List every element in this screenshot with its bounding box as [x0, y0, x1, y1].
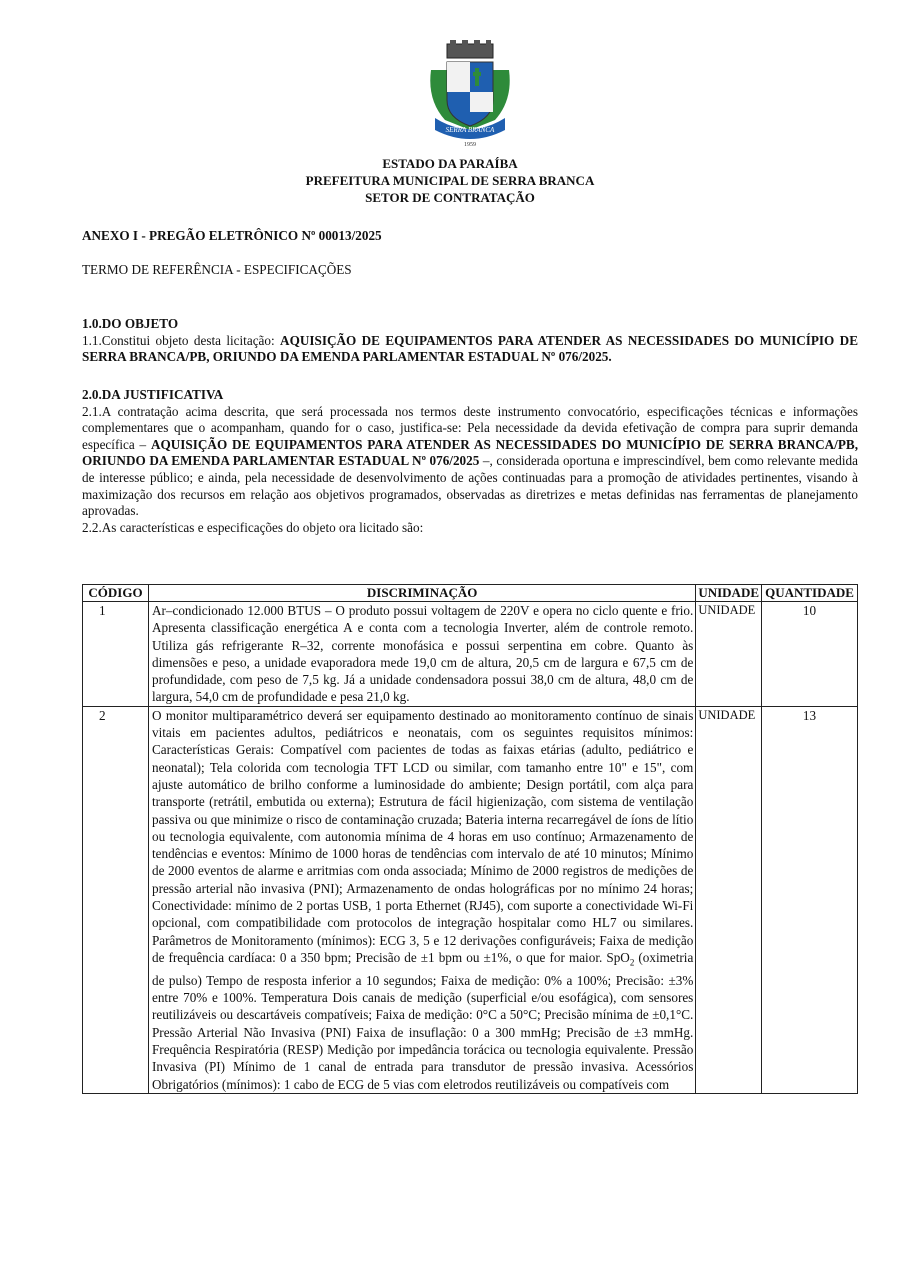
subscript: 2 — [629, 957, 635, 968]
table-row — [83, 602, 858, 707]
item-unit: UNIDADE — [696, 706, 762, 1093]
sector-name: SETOR DE CONTRATAÇÃO — [365, 190, 535, 205]
paragraph-bold: AQUISIÇÃO DE EQUIPAMENTOS PARA ATENDER AS NECESSIDADES DO MUNICÍPIO DE SERRA BRANCA/PB, ORIUNDO DA EMENDA PARLAMENTAR ESTADUAL Nº 076/2025 — [82, 436, 858, 469]
item-quantity: 10 — [762, 602, 858, 707]
municipal-coat-of-arms-logo — [425, 40, 515, 150]
paragraph-bold: AQUISIÇÃO DE EQUIPAMENTOS PARA ATENDER AS NECESSIDADES DO MUNICÍPIO DE SERRA BRANCA/PB, ORIUNDO DA EMENDA PARLAMENTAR ESTADUAL Nº 076/2025. — [82, 332, 858, 365]
svg-text:SERRA BRANCA: SERRA BRANCA — [445, 126, 495, 134]
description-text: O monitor multiparamétrico deverá ser equipamento destinado ao monitoramento contínuo de sinais vitais em pacientes adultos, pediátricos e neonatais, com os seguintes requisitos mínimos: Características Gerais: Compatível com pacientes de todas as faixas etárias (adulto, pediátrico e neonatal); Tela colorida com tecnologia TFT LCD ou similar, com tamanho entre 10" e 15", com ajuste automático de brilho conforme a luminosidade do ambiente; Design portátil, com alça para transporte (retrátil, embutida ou externa); Estrutura de fácil higienização, com sistema de ventilação passiva ou que minimize o risco de contaminação cruzada; Bateria interna recarregável de íons de lítio ou tecnologia equivalente, com autonomia mínima de 4 horas em uso contínuo; Armazenamento de tendências e eventos: Mínimo de 1000 horas de tendências com intervalo de até 10 minutos; Mínimo de 2000 eventos de alarme e arritmias com onda associada; Mínimo de 2000 registros de medições de pressão arterial não invasiva (PNI); Armazenamento de ondas holográficas por no mínimo 24 horas; Conectividade: mínimo de 2 portas USB, 1 porta Ethernet (RJ45), com suporte a conectividade Wi-Fi opcional, com compatibilidade com protocolos de integração hospitalar como HL7 ou similares. Parâmetros de Monitoramento (mínimos): ECG 3, 5 e 12 derivações configuráveis; Faixa de medição de frequência cardíaca: 0 a 350 bpm; Precisão de ±1 bpm ou ±1%, o que for maior. SpO — [151, 707, 694, 965]
document-subtitle: TERMO DE REFERÊNCIA - ESPECIFICAÇÕES — [82, 262, 352, 277]
specifications-table — [82, 584, 858, 1094]
item-description — [148, 706, 695, 1093]
section-justificativa — [82, 387, 858, 536]
item-code: 1 — [83, 602, 149, 707]
item-unit: UNIDADE — [696, 602, 762, 707]
header-discriminacao: DISCRIMINAÇÃO — [148, 585, 695, 602]
table-header-row — [83, 585, 858, 602]
section-heading: 1.0.DO OBJETO — [82, 316, 179, 331]
paragraph-text: 1.1.Constitui objeto desta licitação: — [82, 332, 281, 348]
document-header — [0, 155, 900, 206]
annex-title: ANEXO I - PREGÃO ELETRÔNICO Nº 00013/2025 — [82, 228, 382, 243]
header-quantidade: QUANTIDADE — [762, 585, 858, 602]
header-unidade: UNIDADE — [696, 585, 762, 602]
paragraph-text: 2.1.A contratação acima descrita, que será processada nos termos deste instrumento convocatório, especificações técnicas e informações complementares que o acompanham, quando for o caso, justifica-se: Pela necessidade da devida efetivação de compra para suprir demanda específica – — [82, 403, 858, 452]
description-text: (oximetria de pulso) Tempo de resposta inferior a 10 segundos; Faixa de medição: 0% a 100%; Precisão: ±3% entre 70% e 100%. Temperatura Dois canais de medição (superficial e/ou esofágica), com sensores reutilizáveis ou descartáveis compatíveis; Faixa de medição: 0°C a 50°C; Precisão mínima de ±0,1°C. Pressão Arterial Não Invasiva (PNI) Faixa de insuflação: 0 a 300 mmHg; Precisão de ±3 mmHg. Frequência Respiratória (RESP) Medição por impedância torácica ou tecnologia equivalente. Pressão Invasiva (PI) Mínimo de 1 canal de entrada para transdutor de pressão invasiva. Acessórios Obrigatórios (mínimos): 1 cabo de ECG de 5 vias com eletrodos reutilizáveis ou compatíveis com — [151, 949, 694, 1092]
section-objeto — [82, 316, 858, 366]
section-heading: 2.0.DA JUSTIFICATIVA — [82, 387, 224, 402]
paragraph-text: 2.2.As características e especificações do objeto ora licitado são: — [82, 519, 424, 535]
item-code: 2 — [83, 706, 149, 1093]
header-codigo: CÓDIGO — [83, 585, 149, 602]
paragraph-text: –, considerada oportuna e imprescindível, bem como relevante medida de interesse público; e ainda, pela necessidade de desenvolvimento de ações continuadas para a promoção de atividades pertinentes, visando à maximização dos recursos em relação aos objetivos programados, observadas as diretrizes e metas definidas nas ferramentas de planejamento aprovadas. — [82, 453, 858, 519]
svg-text:1959: 1959 — [464, 142, 476, 148]
prefecture-name: PREFEITURA MUNICIPAL DE SERRA BRANCA — [305, 173, 595, 188]
table-row — [83, 706, 858, 1093]
item-quantity: 13 — [762, 706, 858, 1093]
state-name: ESTADO DA PARAÍBA — [382, 156, 518, 171]
item-description: Ar–condicionado 12.000 BTUS – O produto possui voltagem de 220V e opera no ciclo quente e frio. Apresenta classificação energética A e conta com a tecnologia Inverter, além de controle remoto. Utiliza gás refrigerante R–32, corrente monofásica e possui serpentina em cobre. Quanto às dimensões e peso, a unidade evaporadora mede 19,0 cm de altura, 20,5 cm de largura e 67,5 cm de profundidade, com peso de 7,5 kg. Já a unidade condensadora possui 38,0 cm de altura, 48,0 cm de largura, 54,0 cm de profundidade e pesa 21,0 kg. — [148, 602, 695, 707]
